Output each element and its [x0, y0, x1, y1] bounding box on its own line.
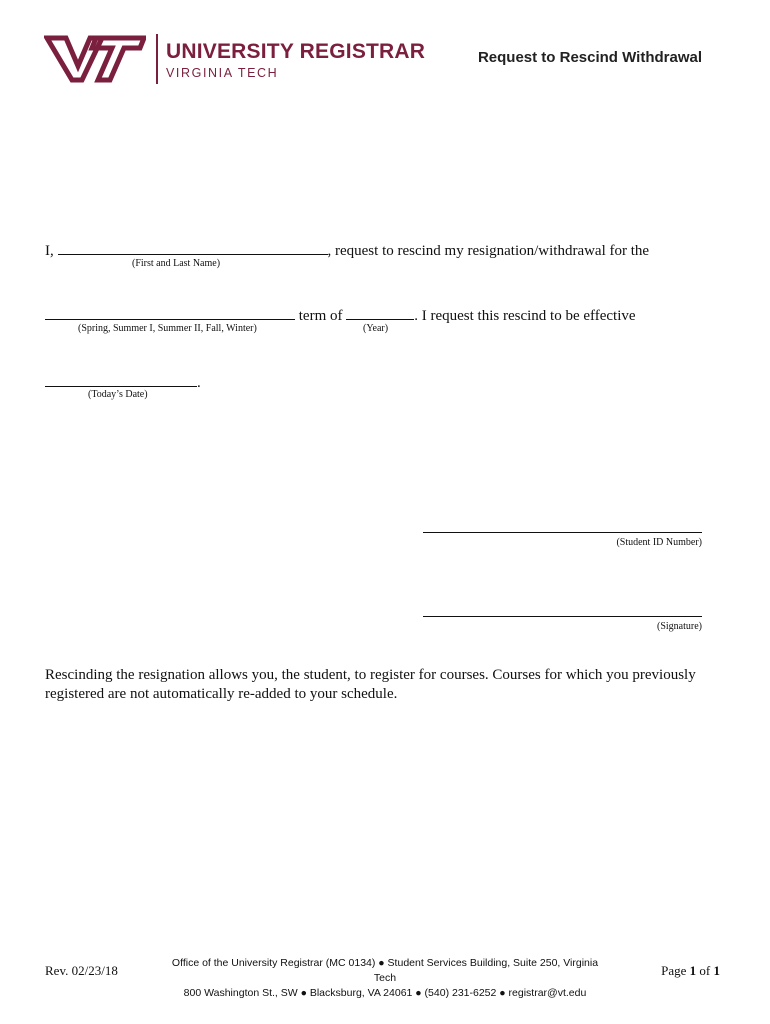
line2-suffix: . I request this rescind to be effective — [414, 308, 636, 324]
page-title: Request to Rescind Withdrawal — [477, 49, 702, 66]
page-of: of — [696, 963, 714, 978]
caption-signature: (Signature) — [657, 621, 702, 632]
term-field[interactable] — [45, 305, 295, 320]
page-total: 1 — [713, 963, 720, 978]
signature-field[interactable] — [423, 616, 702, 617]
caption-date: (Today’s Date) — [88, 389, 148, 400]
date-field[interactable] — [45, 372, 197, 387]
form-line-term — [45, 305, 636, 325]
office-address — [160, 956, 610, 1001]
page-number — [661, 963, 720, 979]
revision-date: Rev. 02/23/18 — [45, 963, 118, 978]
logo-title: UNIVERSITY REGISTRAR — [166, 40, 426, 63]
student-id-field[interactable] — [423, 532, 702, 533]
caption-student-id: (Student ID Number) — [616, 537, 702, 548]
caption-name: (First and Last Name) — [132, 258, 221, 269]
address-line-1: Office of the University Registrar (MC 0134) ● Student Services Building, Suite 250, Virginia Tech — [171, 957, 599, 984]
page-word: Page — [661, 963, 690, 978]
line1-suffix: , request to rescind my resignation/withdrawal for the — [327, 243, 650, 259]
logo-divider — [156, 34, 158, 84]
page-current: 1 — [689, 963, 697, 978]
logo-subtitle: VIRGINIA TECH — [166, 66, 279, 80]
caption-term: (Spring, Summer I, Summer II, Fall, Winter) — [78, 323, 257, 334]
line1-prefix: I, — [45, 243, 58, 259]
vt-logo-icon — [44, 34, 146, 84]
name-field[interactable] — [58, 240, 328, 255]
line3-suffix: . — [197, 375, 201, 391]
caption-year: (Year) — [363, 323, 389, 334]
line2-term: term of — [295, 308, 347, 324]
rescind-note: Rescinding the resignation allows you, the student, to register for courses. Courses for which you previously registered are not automatically re-added to your schedule. — [45, 667, 696, 702]
address-line-2: 800 Washington St., SW ● Blacksburg, VA 24061 ● (540) 231-6252 ● registrar@vt.edu — [183, 987, 587, 999]
year-field[interactable] — [346, 305, 414, 320]
form-line-name — [45, 240, 649, 260]
